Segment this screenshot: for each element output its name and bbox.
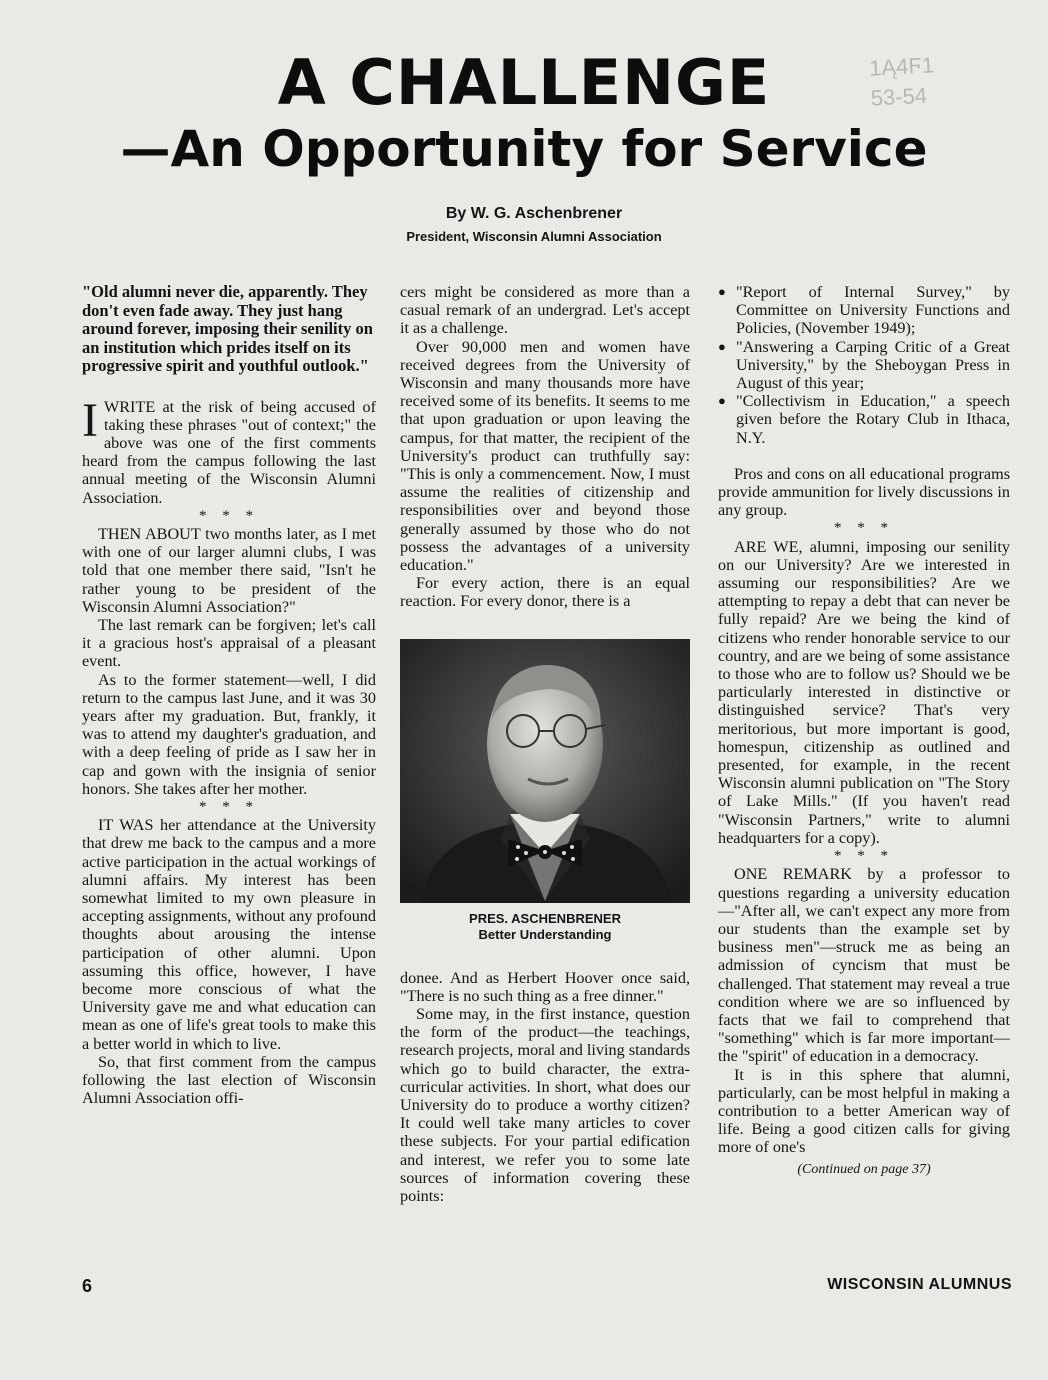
photo-caption-subtitle: Better Understanding xyxy=(478,926,612,942)
portrait-photo xyxy=(400,639,690,903)
stamp-line-2: 53-54 xyxy=(870,82,928,111)
paragraph: So, that first comment from the campus following the last election of Wisconsin Alumni Association offi- xyxy=(82,1052,376,1108)
list-item: ● "Collectivism in Education," a speech given before the Rotary Club in Ithaca, N.Y. xyxy=(718,392,1010,447)
paragraph: IT WAS her attendance at the University that drew me back to the campus and a more active participation in the actual workings of alumni affairs. My interest has been somewhat limited to my own pleasure in accepting assignments, without any profound thoughts about arousing the intense participation of other alumni. Upon assuming this office, however, I have become more conscious of what the University gave me and what education can mean as one of life's great tools to make this a better world in which to live. xyxy=(82,816,376,1053)
paragraph: As to the former statement—well, I did return to the campus last June, and it was 30 years after my graduation. But, frankly, it was to attend my daughter's graduation, and with a deep feeling of pride as I saw her in cap and gown with the insignia of senior honors. She takes after her mother. xyxy=(82,670,376,798)
column-1 xyxy=(82,283,376,1107)
stamp-line-1: 1Ą4Ϝ1 xyxy=(868,52,935,81)
paragraph: The last remark can be forgiven; let's call it a gracious host's appraisal of a pleasant event. xyxy=(82,615,376,671)
opening-quote: "Old alumni never die, apparently. They don't even fade away. They just hang around forever, imposing their senility on an institution which prides itself on its progressive spirit and youthful outlook." xyxy=(82,282,373,375)
paragraph: Pros and cons on all educational programs provide ammunition for lively discussions in any group. xyxy=(718,464,1010,520)
continued-note: (Continued on page 37) xyxy=(797,1161,931,1177)
column-3 xyxy=(718,283,1010,1179)
section-break: * * * xyxy=(834,520,894,537)
paragraph: It is in this sphere that alumni, particularly, can be most helpful in making a contribution to a better American way of life. Being a good citizen calls for giving more of one's xyxy=(718,1065,1010,1157)
paragraph xyxy=(82,393,376,507)
paragraph: For every action, there is an equal reaction. For every donor, there is a xyxy=(400,574,690,611)
paragraph: ARE WE, alumni, imposing our senility on our University? Are we interested in assuming our responsibilities? Are we attempting to repay a debt that can never be fully repaid? Are we being the kind of citizens who render honorable service to our country, and are we being of some assistance to those who are to follow us? Should we be particularly interested in distinctive or distinguished service? That's very meritorious, but more important is good, homespun, citizenship as outlined and presented, for example, in the recent Wisconsin alumni publication on "The Story of Lake Mills." (If you haven't read "Wisconsin Partners," write to alumni headquarters for a copy). xyxy=(718,537,1010,847)
reference-list xyxy=(718,283,1010,447)
page-number: 6 xyxy=(82,1276,93,1296)
byline: By W. G. Aschenbrener xyxy=(445,205,623,222)
paragraph: donee. And as Herbert Hoover once said, "There is no such thing as a free dinner." xyxy=(400,968,690,1005)
paragraph-text: WRITE at the risk of being accused of taking these phrases "out of context;" the above was one of the first comments heard from the campus following the last annual meeting of the Wisconsin Alumni Association. xyxy=(82,397,376,507)
spacer xyxy=(718,447,1010,465)
article-subtitle: —An Opportunity for Service xyxy=(120,120,928,178)
section-break: * * * xyxy=(199,798,259,815)
photo-caption-name: PRES. ASCHENBRENER xyxy=(469,910,621,926)
list-item: ● "Report of Internal Survey," by Committee on University Functions and Policies, (November 1949); xyxy=(718,283,1010,338)
publication-name: WISCONSIN ALUMNUS xyxy=(827,1276,1012,1293)
article-title: A CHALLENGE xyxy=(277,46,771,119)
paragraph: THEN ABOUT two months later, as I met with one of our larger alumni clubs, I was told that one member there said, "Isn't he rather young to be president of the Wisconsin Alumni Association?" xyxy=(82,524,376,616)
list-item: ● "Answering a Carping Critic of a Great University," by the Sheboygan Press in August of this year; xyxy=(718,338,1010,393)
section-break: * * * xyxy=(199,507,259,524)
paragraph: ONE REMARK by a professor to questions regarding a university education—"After all, we can't expect any more from our students than the example set by business men"—struck me as being an admission of cyncism that must be challenged. That statement may reveal a true condition where we are so influenced by facts that we fail to comprehend that "something" which is far more important—the "spirit" of education in a democracy. xyxy=(718,865,1010,1066)
paragraph: Some may, in the first instance, question the form of the product—the teachings, research projects, moral and living standards which go to build character, the extra-curricular activities. In short, what does our University do to produce a worthy citizen? It could well take many articles to cover these subjects. For your partial edification and interest, we refer you to some late sources of information covering these points: xyxy=(400,1005,690,1206)
portrait-illustration xyxy=(400,639,690,903)
paragraph: cers might be considered as more than a casual remark of an undergrad. Let's accept it as a challenge. xyxy=(400,283,690,338)
byline-role: President, Wisconsin Alumni Association xyxy=(406,229,662,244)
section-break: * * * xyxy=(834,848,894,865)
drop-cap: I xyxy=(82,393,98,447)
column-2 xyxy=(400,283,690,1205)
paragraph: Over 90,000 men and women have received degrees from the University of Wisconsin and many thousands more have received some of its benefits. It seems to me that upon graduation or upon leaving the campus, for that matter, the recipient of the University's product can truthfully say: "This is only a commencement. Now, I must assume the realities of citizenship and responsibilities over and beyond those generally assumed by those who do not possess the advantages of a university education." xyxy=(400,337,690,575)
